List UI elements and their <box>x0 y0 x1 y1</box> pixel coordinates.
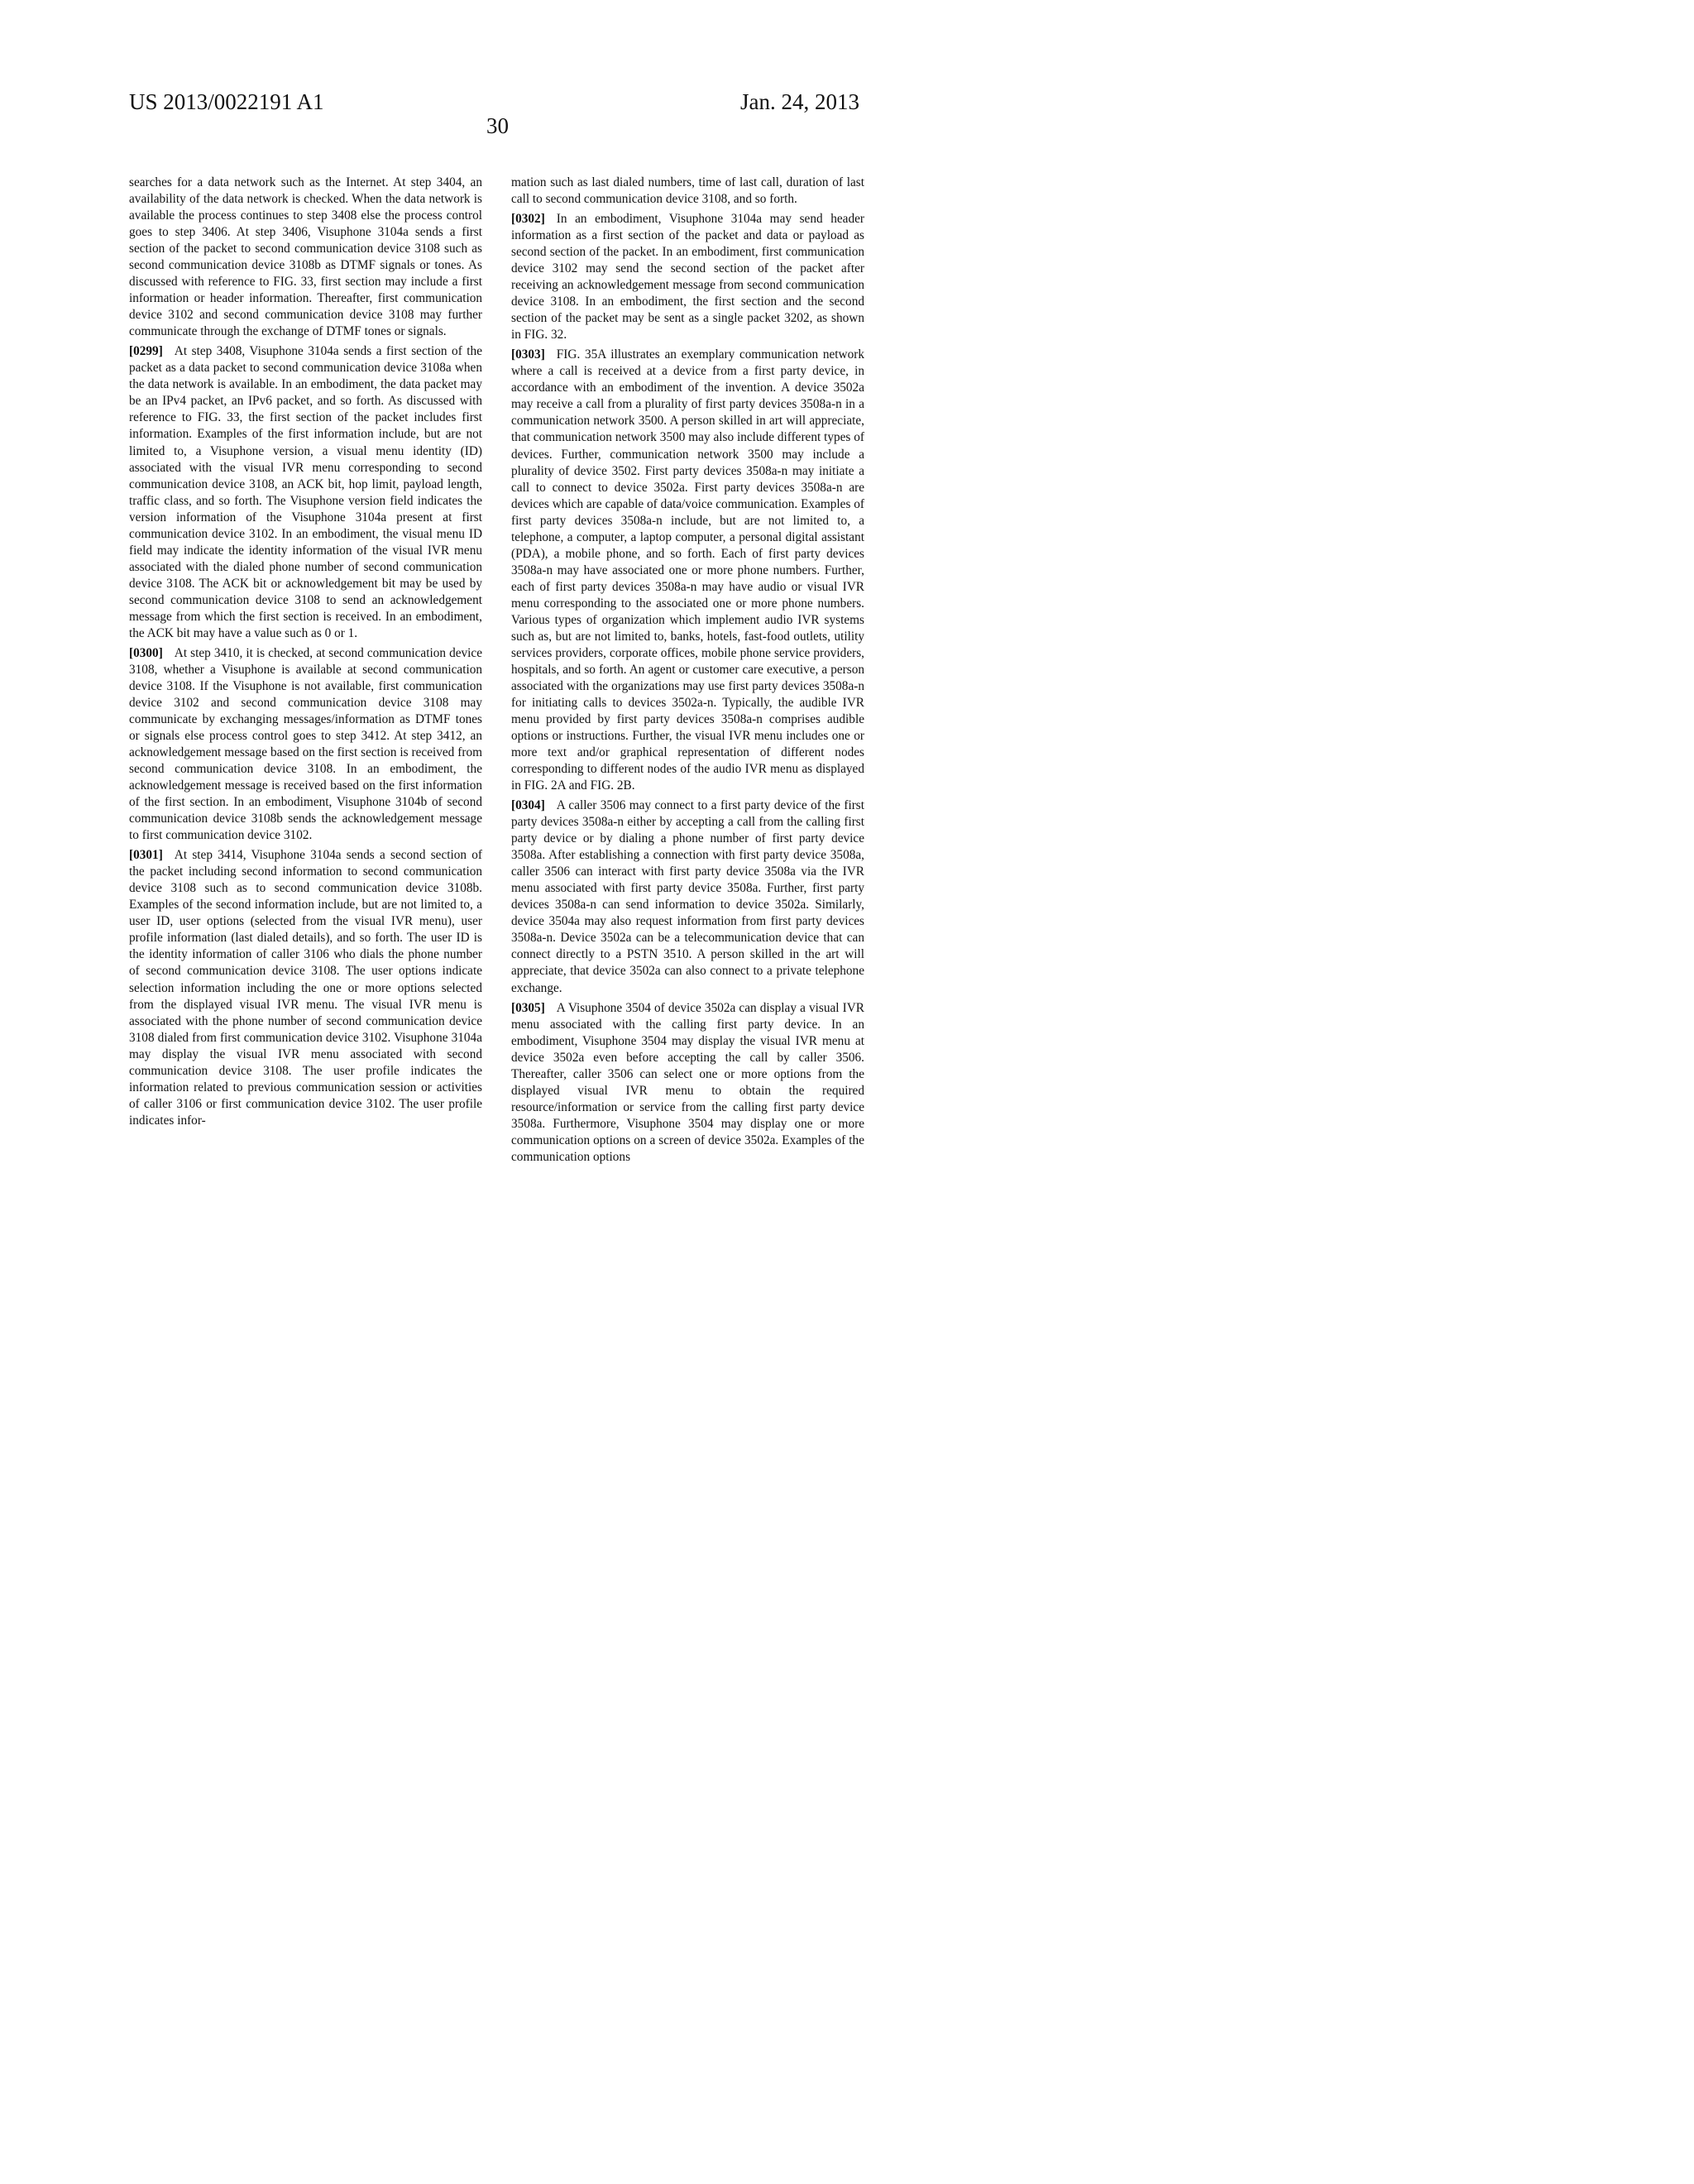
paragraph-0300 <box>129 645 482 844</box>
paragraph-text: FIG. 35A illustrates an exemplary communication network where a call is received at a device from a first party device, in accordance with an embodiment of the invention. A device 3502a may receive a call from a plurality of first party devices 3508a-n in a communication network 3500. A person skilled in art will appreciate, that communication network 3500 may also include different types of devices. Further, communication network 3500 may include a plurality of device 3502. First party devices 3508a-n may initiate a call to connect to device 3502a. First party devices 3508a-n are devices which are capable of data/voice communication. Examples of first party devices 3508a-n include, but are not limited to, a telephone, a computer, a laptop computer, a personal digital assistant (PDA), a mobile phone, and so forth. Each of first party devices 3508a-n may have associated one or more phone numbers. Further, each of first party devices 3508a-n may have audio or visual IVR menu corresponding to the associated one or more phone numbers. Various types of organization which implement audio IVR systems such as, but are not limited to, banks, hotels, fast-food outlets, utility services providers, corporate offices, mobile phone service providers, hospitals, and so forth. An agent or customer care executive, a person associated with the organizations may use first party devices 3508a-n for initiating calls to devices 3502a-n. Typically, the audible IVR menu provided by first party devices 3508a-n comprises audible options or instructions. Further, the visual IVR menu includes one or more text and/or graphical representation of different nodes corresponding to different nodes of the audio IVR menu as displayed in FIG. 2A and FIG. 2B. <box>511 347 864 793</box>
paragraph-0299 <box>129 343 482 642</box>
right-column <box>511 175 864 1169</box>
paragraph-number: [0305] <box>511 1000 545 1015</box>
paragraph-0303 <box>511 347 864 794</box>
paragraph-text: A Visuphone 3504 of device 3502a can display a visual IVR menu associated with the calling first party device. In an embodiment, Visuphone 3504 may display the visual IVR menu at device 3502a even before accepting the call by caller 3506. Thereafter, caller 3506 can select one or more options from the displayed visual IVR menu to obtain the required resource/information or service from the calling first party device 3508a. Furthermore, Visuphone 3504 may display one or more communication options on a screen of device 3502a. Examples of the communication options <box>511 1000 864 1164</box>
paragraph-0301 <box>129 847 482 1129</box>
paragraph-text: At step 3408, Visuphone 3104a sends a first section of the packet as a data packet to second communication device 3108a when the data network is available. In an embodiment, the data packet may be an IPv4 packet, an IPv6 packet, and so forth. As discussed with reference to FIG. 33, the first section of the packet includes first information. Examples of the first information include, but are not limited to, a Visuphone version, a visual menu identity (ID) associated with the visual IVR menu corresponding to second communication device 3108, an ACK bit, hop limit, payload length, traffic class, and so forth. The Visuphone version field indicates the version information of the Visuphone 3104a present at first communication device 3102. In an embodiment, the visual menu ID field may indicate the identity information of the visual IVR menu associated with the dialed phone number of second communication device 3108. The ACK bit or acknowledgement bit may be used by second communication device 3108 to send an acknowledgement message from which the first section is received. In an embodiment, the ACK bit may have a value such as 0 or 1. <box>129 344 482 640</box>
publication-date: Jan. 24, 2013 <box>740 89 859 114</box>
paragraph-number: [0304] <box>511 798 545 813</box>
paragraph-number: [0302] <box>511 212 545 227</box>
paragraph-text: In an embodiment, Visuphone 3104a may send header information as a first section of the packet and data or payload as second section of the packet. In an embodiment, first communication device 3102 may send the second section of the packet after receiving an acknowledgement message from second communication device 3108. In an embodiment, the first section and the second section of the packet may be sent as a single packet 3202, as shown in FIG. 32. <box>511 212 864 342</box>
paragraph-0304 <box>511 797 864 996</box>
paragraph-text: A caller 3506 may connect to a first party device of the first party devices 3508a-n either by accepting a call from the calling first party device or by dialing a phone number of first party device 3508a. After establishing a connection with first party device 3508a, caller 3506 can interact with first party device 3508a via the IVR menu associated with first party device 3508a. Further, first party devices 3508a-n can send information to device 3502a. Similarly, device 3504a may also request information from first party devices 3508a-n. Device 3502a can be a telecommunication device that can connect directly to a PSTN 3510. A person skilled in the art will appreciate, that device 3502a can also connect to a private telephone exchange. <box>511 798 864 995</box>
paragraph-text: At step 3410, it is checked, at second communication device 3108, whether a Visuphone is available at second communication device 3108. If the Visuphone is not available, first communication device 3102 and second communication device 3108 may communicate by exchanging messages/information as DTMF tones or signals else process control goes to step 3412. At step 3412, an acknowledgement message based on the first section is received from second communication device 3108. In an embodiment, the acknowledgement message is received based on the first information of the first section. In an embodiment, Visuphone 3104b of second communication device 3108b sends the acknowledgement message to first communication device 3102. <box>129 645 482 843</box>
paragraph-number: [0301] <box>129 848 163 863</box>
paragraph-0305 <box>511 1000 864 1166</box>
paragraph-number: [0299] <box>129 344 163 359</box>
paragraph-number: [0300] <box>129 645 163 660</box>
continued-paragraph: searches for a data network such as the Internet. At step 3404, an availability of the data network is checked. When the data network is available the process continues to step 3408 else the process control goes to step 3406. At step 3406, Visuphone 3104a sends a first section of the packet to second communication device 3108 such as second communication device 3108b as DTMF signals or tones. As discussed with reference to FIG. 33, first section may include a first information or header information. Thereafter, first communication device 3102 and second communication device 3108 may further communicate through the exchange of DTMF tones or signals. <box>129 175 482 339</box>
paragraph-number: [0303] <box>511 347 545 362</box>
paragraph-text: At step 3414, Visuphone 3104a sends a second section of the packet including second information to second communication device 3108 such as to second communication device 3108b. Examples of the second information include, but are not limited to, a user ID, user options (selected from the visual IVR menu), user profile information (last dialed details), and so forth. The user ID is the identity information of caller 3106 who dials the phone number of second communication device 3108. The user options indicate selection information including the one or more options selected from the displayed visual IVR menu. The visual IVR menu is associated with the phone number of second communication device 3108 dialed from first communication device 3102. Visuphone 3104a may display the visual IVR menu associated with second communication device 3108. The user profile indicates the information related to previous communication session or activities of caller 3106 or first communication device 3102. The user profile indicates infor- <box>129 848 482 1128</box>
page-number: 30 <box>486 113 509 138</box>
continued-paragraph: mation such as last dialed numbers, time of last call, duration of last call to second communication device 3108, and so forth. <box>511 175 864 207</box>
publication-number: US 2013/0022191 A1 <box>129 89 324 114</box>
left-column <box>129 175 482 1133</box>
paragraph-0302 <box>511 211 864 343</box>
